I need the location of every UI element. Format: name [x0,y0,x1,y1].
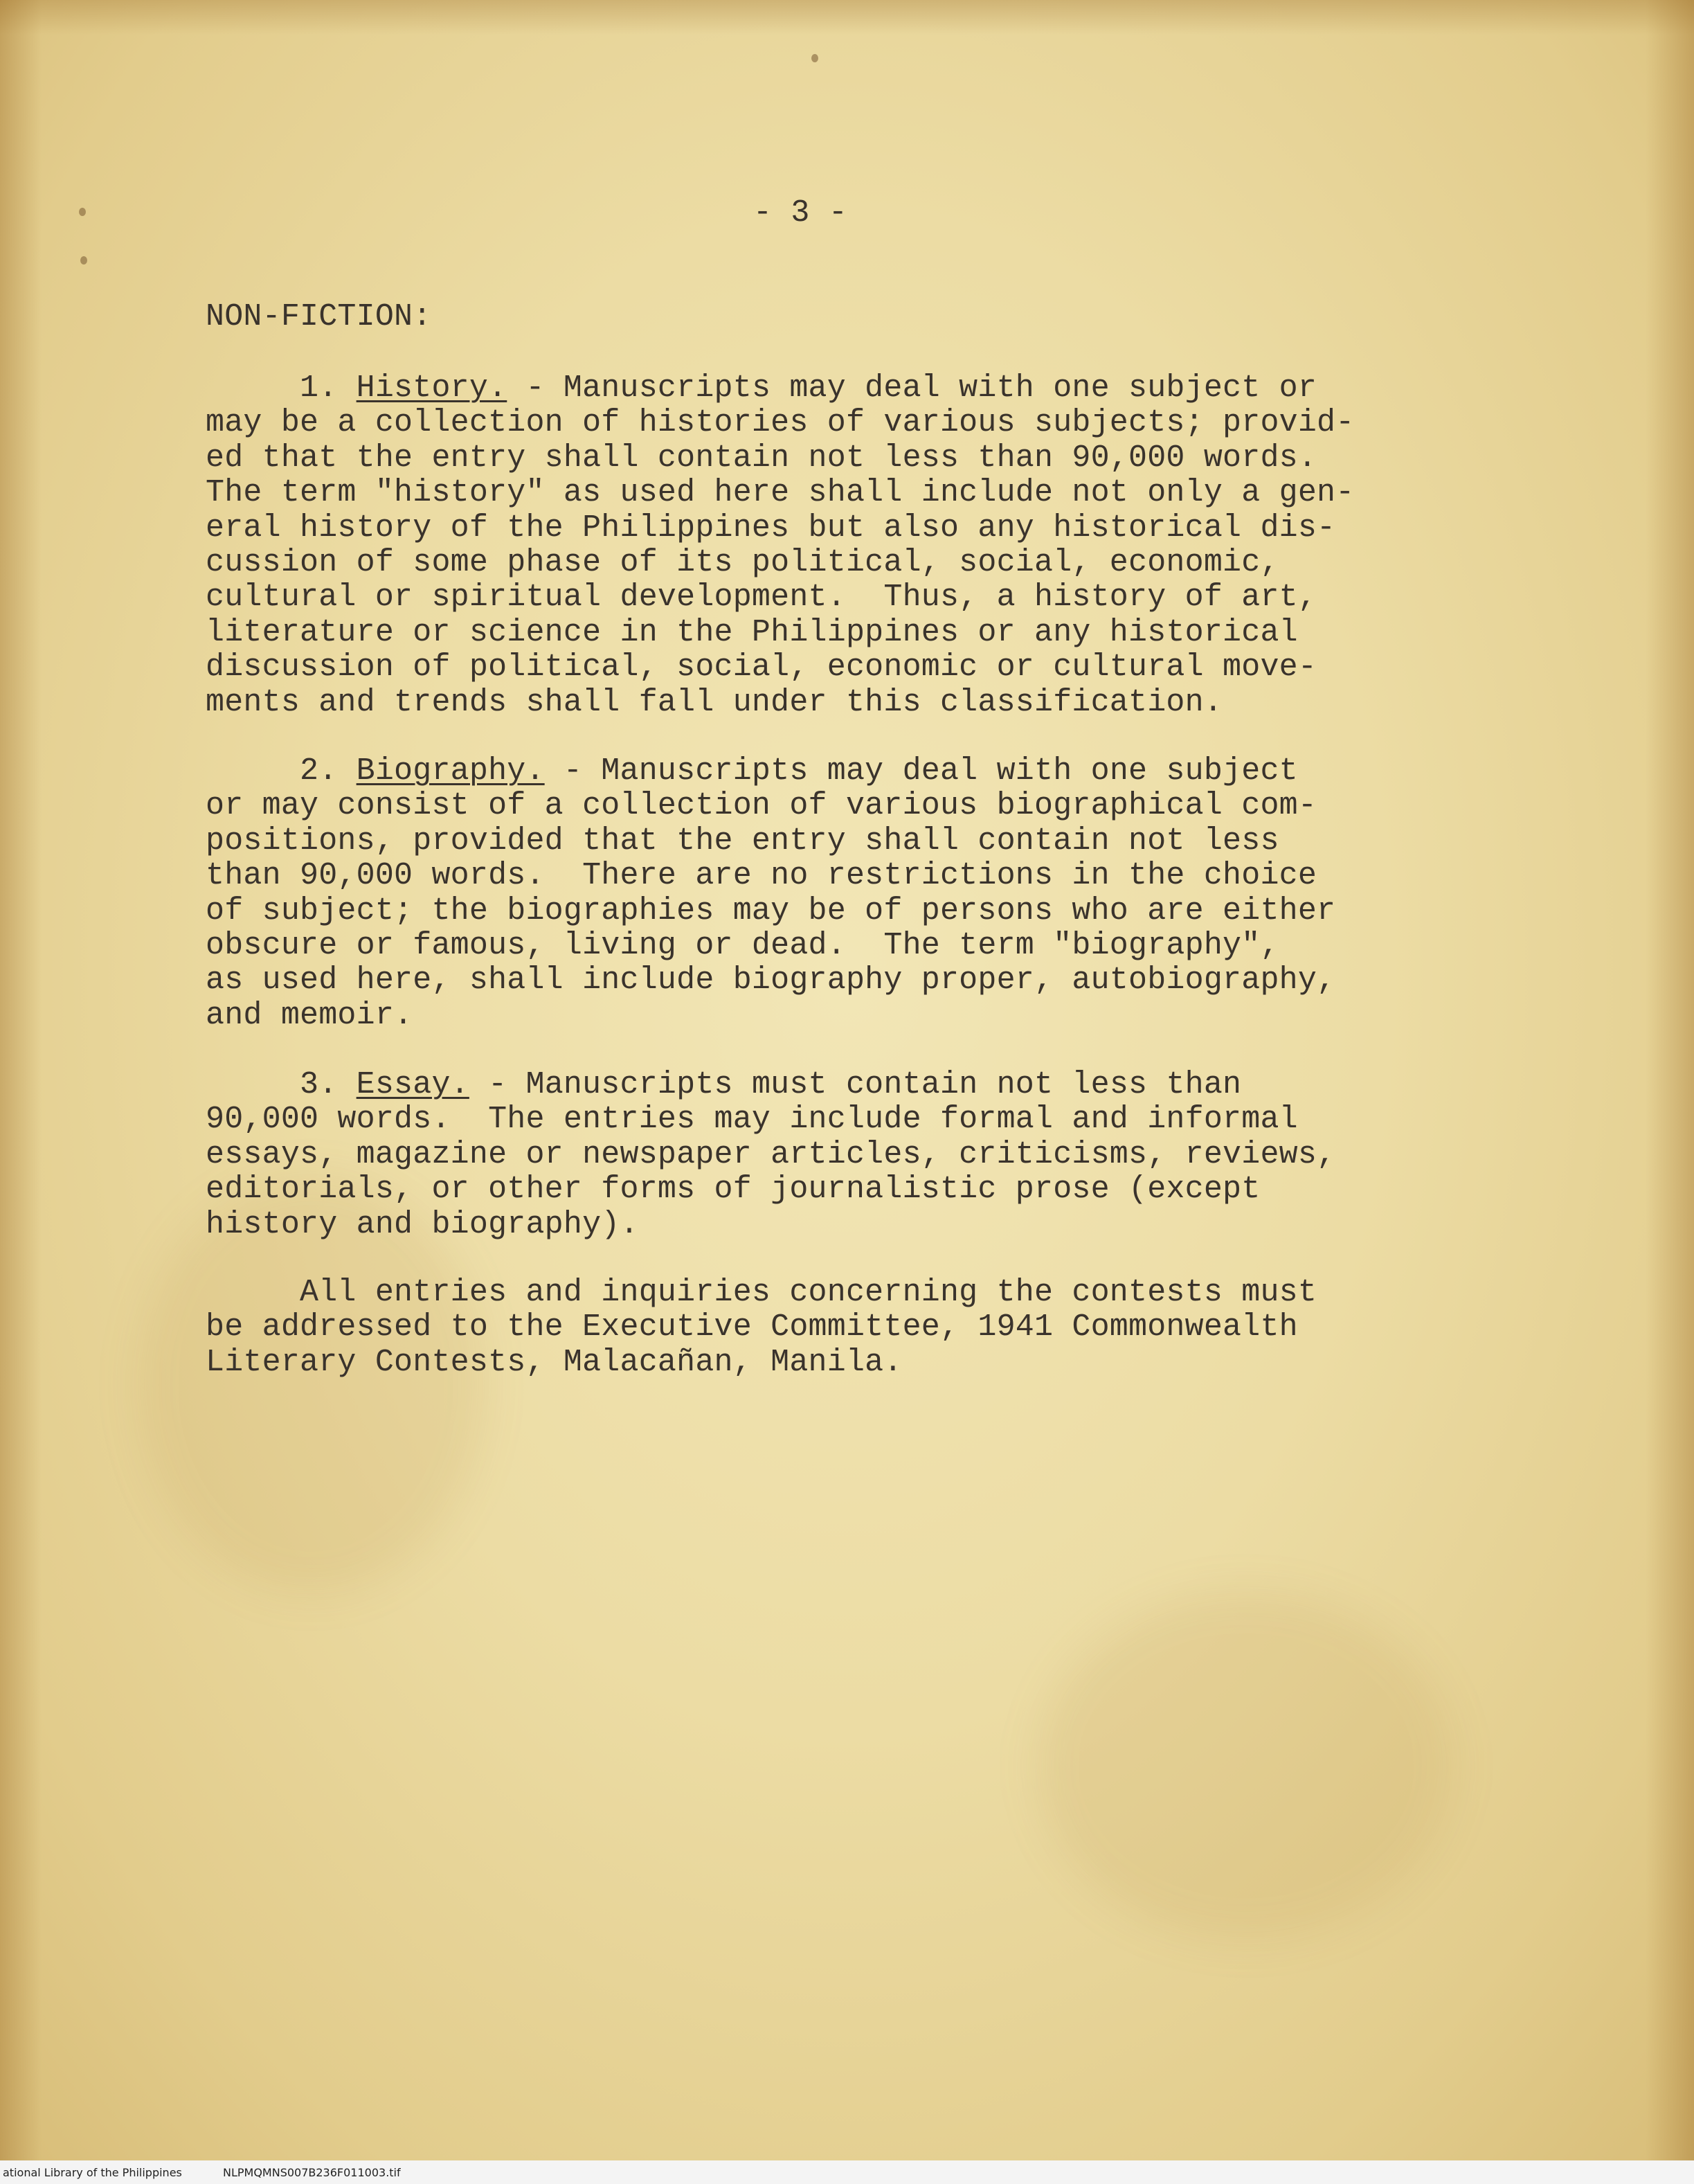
paragraph-body: - Manuscripts may deal with one subject or may consist of a collection of various biographical com- positions, provided that the entry shall contain not less than 90,000 words. There are no restrictions in the choice of subject; the biographies may be of persons who are either obscure or famous, living or dead. The term "biography", as used here, shall include biography proper, autobiography, and memoir. [206,753,1336,1033]
punch-mark [811,54,818,62]
paragraph-essay [206,1068,1335,1242]
footer-filename: NLPMQMNS007B236F011003.tif [223,2166,401,2179]
paragraph-closing: All entries and inquiries concerning the contests must be addressed to the Executive Committee, 1941 Commonwealth Literary Contests, Malacañan, Manila. [206,1275,1317,1380]
scan-footer [0,2160,1694,2184]
term-biography: Biography. [356,753,545,789]
paragraph-lead: 3. [206,1067,357,1102]
paragraph-lead: 2. [206,753,357,789]
paragraph-lead: 1. [206,370,357,406]
term-history: History. [356,370,507,406]
punch-mark [79,208,86,216]
paper-edge-top [0,0,1694,35]
paragraph-biography [206,754,1335,1033]
paper-edge-right [1646,0,1694,2160]
paragraph-body: - Manuscripts may deal with one subject or may be a collection of histories of various subjects; provid- ed that the entry shall contain not less than 90,000 words. The term "history" as used here shall include not only a gen- eral history of the Philippines but also any historical dis- cussion of some phase of its political, social, economic, cultural or spiritual development. Thus, a history of art, literature or science in the Philippines or any historical discussion of political, social, economic or cultural move- ments and trends shall fall under this classification. [206,370,1355,720]
paragraph-body: - Manuscripts must contain not less than 90,000 words. The entries may include formal and informal essays, magazine or newspaper articles, criticisms, reviews, editorials, or other forms of journalistic prose (except history and biography). [206,1067,1336,1242]
paper-stain [1038,1593,1454,1939]
term-essay: Essay. [356,1067,469,1102]
page-number: - 3 - [753,195,848,231]
paper-edge-left [0,0,42,2160]
paragraph-history [206,371,1354,720]
section-heading: NON-FICTION: [206,299,432,334]
footer-source: ational Library of the Philippines [3,2166,182,2179]
punch-mark [80,256,87,265]
